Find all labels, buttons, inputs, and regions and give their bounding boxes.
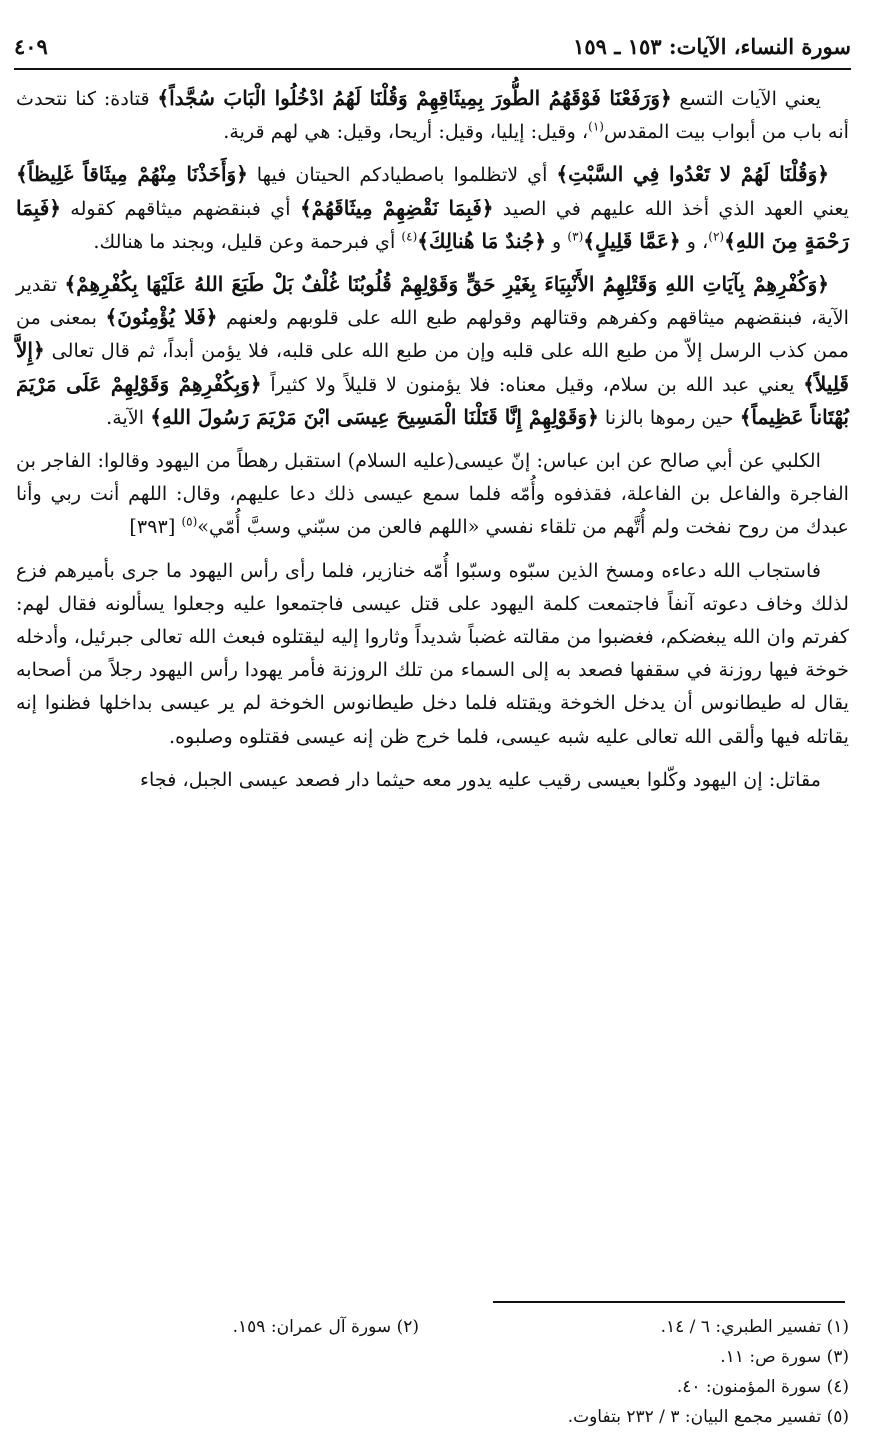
text-run: ، وقيل: إيليا، وقيل: أريحا، وقيل: هي لهم قرية. [223,120,589,144]
quran-verse: ﴿فَبِمَا رَحْمَةٍ مِنَ اللهِ﴾ [16,195,849,253]
footnote-row [16,1402,849,1432]
quran-verse: ﴿وَكُفْرِهِمْ بِآيَاتِ اللهِ وَقَتْلِهِمُ الأَنْبِيَاءَ بِغَيْرِ حَقٍّ وَقَوْلِهِمْ قُلُوبُنَا غُلْفٌ بَلْ طَبَعَ اللهُ عَلَيْهَا بِكُفْرِهِمْ﴾ [64,272,829,297]
footnote-item: (٣) سورة ص: ١١. [720,1347,849,1367]
text-run: تقدير الآية، فبنقضهم ميثاقهم وكفرهم وقتالهم وقولهم طبع الله على قلوبهم ولعنهم [16,273,849,330]
text-run: بمعنى من ممن كذب الرسل إلاّ من طبع الله على قلبه وإن من طبع الله على قلبه، فلا يؤمن أبداً، ثم قال تعالى [16,306,849,363]
footnote-row [16,1342,849,1372]
text-run: أي فبرحمة وعن قليل، وبجند ما هنالك. [93,229,402,253]
text-run: فاستجاب الله دعاءه ومسخ الذين سبّوه وسبّوا أُمّه خنازير، فلما رأى رأس اليهود ما جرى بأميرهم فزع لذلك وخاف دعوته آنفاً فاجتمعت كلمة اليهود على قتل عيسى فاجتمعوا عليه وجعلوا يسألونه فقال لهم: كفرتم وان الله يبغضكم، فغضبوا من مقالته غضباً شديداً وثاروا إليه ليقتلوه فبعث الله تعالى جبرئيل، وأدخله خوخة فيها روزنة في سقفها فصعد به إلى السماء من تلك الروزنة فأمر يهودا رأس اليهود رجلاً من أصحابه يقال له طيطانوس أن يدخل الخوخة ويقتله فلما دخل طيطانوس الخوخة لم ير عيسى بداخلها فظنوا إنه يقاتله فيها وألقى الله تعالى عليه شبه عيسى، فلما خرج ظن إنه عيسى فقتلوه وصلبوه. [16,558,849,748]
text-run: أي فبنقضهم ميثاقهم كقوله [60,196,300,220]
text-run: يعني عبد الله بن سلام، وقيل معناه: فلا يؤمنون لا قليلاً ولا كثيراً [261,372,804,396]
paragraph [16,554,849,753]
text-run: حين رموها بالزنا [598,405,740,429]
footnote-ref: (٤) [401,229,418,244]
quran-verse: ﴿وَرَفَعْنَا فَوْقَهُمُ الطُّورَ بِمِيثَاقِهِمْ وَقُلْنَا لَهُمُ ادْخُلُوا الْبَابَ سُجَّداً﴾ [157,86,672,110]
footnote-item: (١) تفسير الطبري: ٦ / ١٤. [660,1317,849,1337]
footnotes [16,1312,849,1432]
quran-verse: ﴿فَبِمَا نَقْضِهِمْ مِيثَاقَهُمْ﴾ [299,195,494,220]
text-run: [٣٩٣] [129,515,182,539]
footnote-item: (٤) سورة المؤمنون: ٤٠. [676,1377,849,1397]
footnote-row [16,1312,849,1342]
main-text [16,82,849,806]
quran-verse: ﴿وَأَخَذْنَا مِنْهُمْ مِيثَاقاً غَلِيظاً﴾ [16,162,248,187]
text-run: و [545,229,568,253]
paragraph [16,82,849,148]
quran-verse: ﴿وَقُلْنَا لَهُمْ لا تَعْدُوا فِي السَّبْتِ﴾ [556,162,829,187]
text-run: الآية. [106,405,151,429]
quran-verse: ﴿وَقَوْلِهِمْ إِنَّا قَتَلْنَا الْمَسِيحَ عِيسَى ابْنَ مَرْيَمَ رَسُولَ اللهِ﴾ [150,404,599,429]
text-run: مقاتل: إن اليهود وكّلوا بعيسى رقيب عليه يدور معه حيثما دار فصعد عيسى الجبل، فجاء [140,767,821,791]
surah-title: سورة النساء، الآيات: ١٥٣ ـ ١٥٩ [573,34,851,59]
page-number: ٤٠٩ [14,34,48,59]
header-rule [14,68,851,70]
footnote-ref: (٥) [181,515,198,530]
footnote-ref: (١) [588,119,604,134]
footnote-item: (٥) تفسير مجمع البيان: ٣ / ٢٣٢ بتفاوت. [567,1407,849,1427]
footnote-ref: (٣) [567,229,584,244]
text-run: يعني الآيات التسع [671,87,822,110]
footnote-ref: (٢) [708,229,725,244]
footnote-item: (٢) سورة آل عمران: ١٥٩. [232,1317,419,1337]
quran-verse: ﴿إِلاَّ قَلِيلاً﴾ [16,338,849,396]
paragraph [16,268,849,434]
paragraph [16,158,849,258]
paragraph [16,763,849,796]
footnote-row [16,1372,849,1402]
quran-verse: ﴿وَبِكُفْرِهِمْ وَقَوْلِهِمْ عَلَى مَرْيَمَ بُهْتَاناً عَظِيماً﴾ [16,371,849,429]
text-run: قتادة: كنا نتحدث أنه باب من أبواب بيت المقدس [16,87,849,144]
quran-verse: ﴿فَلا يُؤْمِنُونَ﴾ [105,305,218,330]
quran-verse: ﴿جُندٌ مَا هُنالِكَ﴾ [417,228,546,253]
paragraph [16,444,849,544]
text-run: أي لاتظلموا باصطيادكم الحيتان فيها [247,163,557,187]
text-run: يعني العهد الذي أخذ الله عليهم في الصيد [493,196,850,220]
quran-verse: ﴿عَمَّا قَلِيلٍ﴾ [583,228,681,253]
footnote-rule [493,1301,845,1303]
text-run: الكلبي عن أبي صالح عن ابن عباس: إنّ عيسى(عليه السلام) استقبل رهطاً من اليهود وقالوا: الفاجر بن الفاجرة والفاعل بن الفاعلة، فقذفوه وأُمّه فلما سمع عيسى ذلك دعا عليهم، وقال: اللهم أنت ربي وأنا عبدك من روح نفخت ولم أُتَّهم من تلقاء نفسي «اللهم فالعن من سبّني وسبَّ أُمّي» [16,449,849,539]
text-run: ، و [680,229,709,253]
page-header [14,34,851,64]
